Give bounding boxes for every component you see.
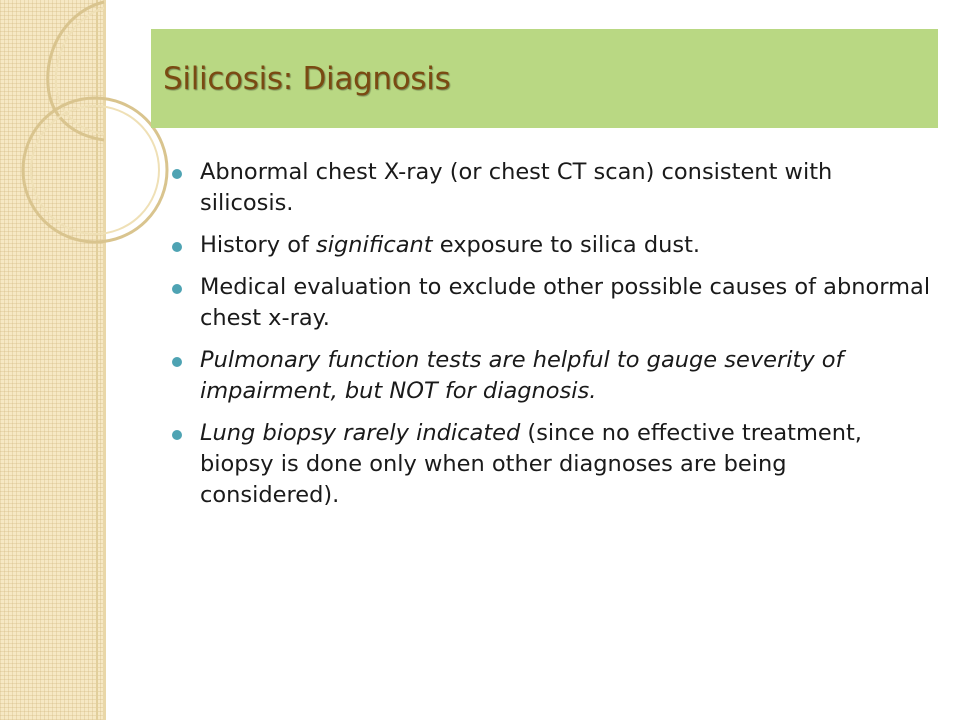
bullet-item — [172, 345, 932, 407]
slide-title: Silicosis: Diagnosis — [163, 61, 451, 97]
bullet-item — [172, 157, 932, 219]
bullet-text-segment: Medical evaluation to exclude other possible causes of abnormal chest x-ray. — [200, 274, 931, 331]
bullet-dot-icon — [172, 430, 182, 440]
title-bar — [151, 29, 938, 128]
bullet-dot-icon — [172, 284, 182, 294]
bullet-text-segment: Abnormal chest X-ray (or chest CT scan) consistent with silicosis. — [200, 159, 833, 216]
bullet-item — [172, 418, 932, 511]
bullet-text-segment: History of — [200, 232, 317, 258]
bullet-item — [172, 230, 932, 261]
decorative-rings — [0, 0, 130, 260]
slide-content — [172, 157, 932, 522]
bullet-list — [172, 157, 932, 511]
bullet-text-segment: exposure to silica dust. — [432, 232, 701, 258]
bullet-text-segment: significant — [316, 232, 433, 258]
bullet-dot-icon — [172, 357, 182, 367]
bullet-dot-icon — [172, 169, 182, 179]
bullet-text-segment: (since no effective treatment, biopsy is done only when other diagnoses are being considered). — [200, 420, 862, 508]
bullet-text-segment: Pulmonary function tests are helpful to gauge severity of impairment, but NOT for diagnosis. — [200, 347, 844, 404]
bullet-text-segment: Lung biopsy rarely indicated — [200, 420, 521, 446]
bullet-item — [172, 272, 932, 334]
bullet-dot-icon — [172, 242, 182, 252]
